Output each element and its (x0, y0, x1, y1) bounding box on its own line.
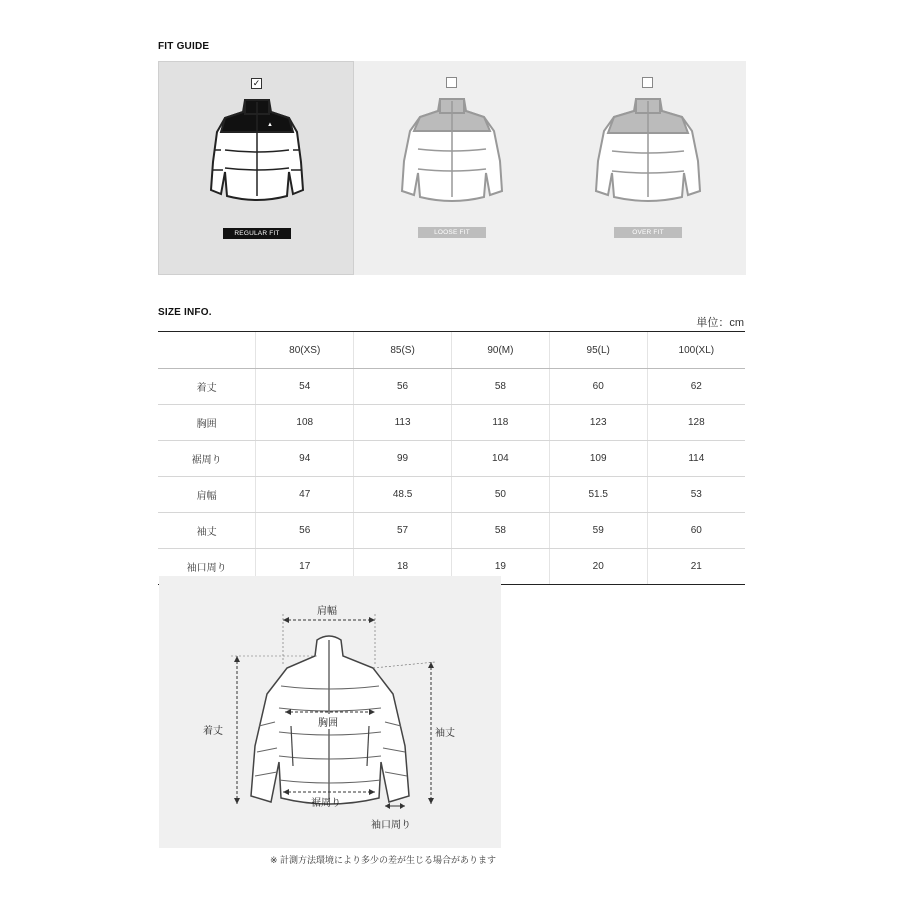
table-row (158, 441, 745, 477)
label-shoulder: 肩幅 (317, 606, 337, 617)
table-cell: 104 (451, 441, 549, 477)
row-label: 袖丈 (158, 513, 256, 549)
row-label: 袖口周り (158, 549, 256, 585)
fit-option-over[interactable] (550, 61, 746, 275)
table-cell: 51.5 (549, 477, 647, 513)
table-cell: 128 (647, 405, 745, 441)
table-cell: 123 (549, 405, 647, 441)
table-cell: 21 (647, 549, 745, 585)
checkbox-checked-icon[interactable]: ✓ (252, 78, 261, 88)
table-cell: 118 (451, 405, 549, 441)
table-header-cell: 80(XS) (256, 332, 354, 369)
table-cell: 60 (549, 369, 647, 405)
table-cell: 53 (647, 477, 745, 513)
table-header-cell: 85(S) (354, 332, 452, 369)
table-cell: 59 (549, 513, 647, 549)
table-row (158, 477, 745, 513)
table-cell: 94 (256, 441, 354, 477)
table-cell: 113 (354, 405, 452, 441)
table-cell: 58 (451, 513, 549, 549)
table-cell: 56 (354, 369, 452, 405)
label-cuff: 袖口周り (371, 820, 411, 831)
table-cell: 62 (647, 369, 745, 405)
unit-label: 単位：cm (696, 317, 744, 329)
table-cell: 114 (647, 441, 745, 477)
jacket-loose-icon (392, 91, 512, 211)
checkbox-unchecked-icon[interactable] (642, 77, 653, 88)
size-table (158, 331, 745, 585)
size-info-title: SIZE INFO. (158, 307, 212, 318)
table-row (158, 369, 745, 405)
fit-guide-options (158, 61, 746, 275)
table-cell: 19 (451, 549, 549, 585)
table-cell: 109 (549, 441, 647, 477)
measurement-diagram (159, 576, 501, 848)
label-sleeve: 袖丈 (435, 728, 455, 739)
fit-label-loose: LOOSE FIT (418, 227, 486, 238)
table-header-cell: 95(L) (549, 332, 647, 369)
row-label: 着丈 (158, 369, 256, 405)
table-header-cell (158, 332, 256, 369)
table-cell: 58 (451, 369, 549, 405)
table-cell: 20 (549, 549, 647, 585)
table-cell: 60 (647, 513, 745, 549)
table-row (158, 405, 745, 441)
table-cell: 17 (256, 549, 354, 585)
fit-label-over: OVER FIT (614, 227, 682, 238)
table-row (158, 513, 745, 549)
table-cell: 99 (354, 441, 452, 477)
label-length: 着丈 (203, 726, 223, 737)
svg-text:▲: ▲ (267, 122, 273, 128)
jacket-over-icon (588, 91, 708, 211)
fit-option-regular[interactable] (158, 61, 354, 275)
table-cell: 54 (256, 369, 354, 405)
fit-guide-title: FIT GUIDE (158, 41, 210, 52)
label-chest: 胸囲 (317, 714, 339, 729)
table-header-cell: 90(M) (451, 332, 549, 369)
row-label: 裾周り (158, 441, 256, 477)
table-cell: 18 (354, 549, 452, 585)
jacket-regular-icon (197, 92, 317, 212)
table-header-cell: 100(XL) (647, 332, 745, 369)
measurement-note: ※ 計測方法環境により多少の差が生じる場合があります (270, 855, 497, 865)
table-cell: 108 (256, 405, 354, 441)
label-hem: 裾周り (311, 798, 341, 809)
table-cell: 48.5 (354, 477, 452, 513)
fit-label-regular: REGULAR FIT (223, 228, 291, 239)
table-cell: 57 (354, 513, 452, 549)
checkbox-unchecked-icon[interactable] (446, 77, 457, 88)
table-cell: 47 (256, 477, 354, 513)
table-cell: 50 (451, 477, 549, 513)
table-cell: 56 (256, 513, 354, 549)
table-header-row (158, 332, 745, 369)
row-label: 胸囲 (158, 405, 256, 441)
row-label: 肩幅 (158, 477, 256, 513)
fit-option-loose[interactable] (354, 61, 550, 275)
